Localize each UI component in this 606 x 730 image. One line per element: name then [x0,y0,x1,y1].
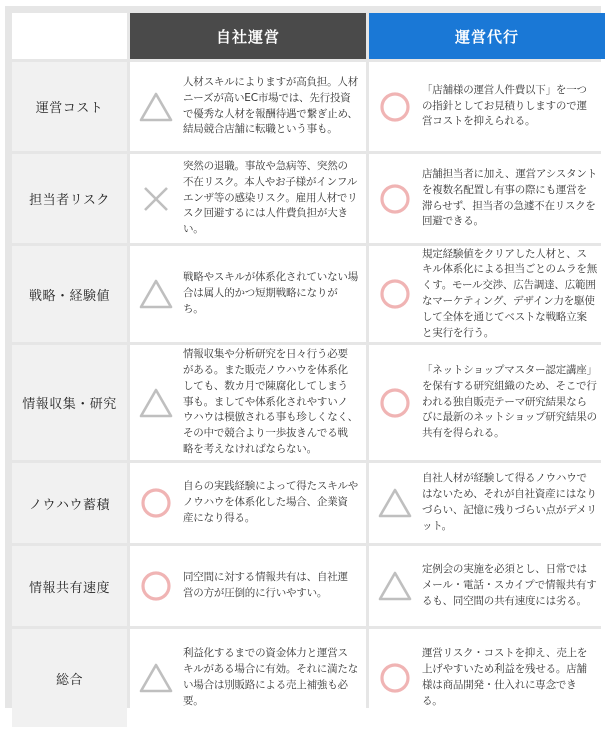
row-label: ノウハウ蓄積 [12,463,127,543]
agency-cell [369,154,605,243]
self-description: 自らの実践経験によって得たスキルやノウハウを体系化した場合、企業資産になり得る。 [183,480,358,524]
self-description: 人材スキルによりますが高負担。人材ニーズが高いEC市場では、先行投資で優秀な人材を報酬待遇で繋ぎ止め、結局競合店舗に転職という事も。 [183,75,358,136]
agency-cell [369,246,605,342]
agency-description: 定例会の実施を必須とし、日常ではメール・電話・スカイプで情報共有するも、同空間の共有速度には劣る。 [422,563,597,607]
self-cell [130,463,366,543]
triangle-mark-icon [138,386,174,420]
table-header-row [12,13,605,59]
header-self-operation: 自社運営 [130,13,366,59]
comparison-table-frame [5,6,601,708]
table-row [12,154,605,243]
self-cell [130,62,366,151]
self-description: 突然の退職。事故や急病等、突然の不在リスク。本人やお子様がインフルエンザ等の感染リスク。雇用人材でリスク回避するには人件費負担が大きい。 [183,160,358,236]
self-cell [130,546,366,626]
self-cell [130,246,366,342]
comparison-table [9,10,606,730]
circle-mark-icon [138,569,174,603]
self-description: 同空間に対する情報共有は、自社運営の方が圧倒的に行いやすい。 [183,571,348,599]
agency-cell [369,546,605,626]
table-row [12,62,605,151]
self-description: 利益化するまでの資金体力と運営スキルがある場合に有効。それに満たない場合は別販路による売上補強も必要。 [183,647,358,707]
self-cell [130,154,366,243]
self-cell [130,345,366,460]
self-cell [130,629,366,727]
triangle-mark-icon [138,661,174,695]
agency-description: 規定経験値をクリアした人材と、スキル体系化による担当ごとのムラを無くす。モール交渉、広告調達、広範囲なマーケティング、デザイン力を駆使して全体を通じてベストな戦略立案と実行を行う。 [422,247,597,339]
header-agency-operation: 運営代行 [369,13,605,59]
triangle-mark-icon [138,90,174,124]
triangle-mark-icon [377,486,413,520]
cross-mark-icon [138,182,174,216]
circle-mark-icon [377,90,413,124]
row-label: 担当者リスク [12,154,127,243]
agency-cell [369,629,605,727]
row-label: 総合 [12,629,127,727]
agency-cell [369,463,605,543]
table-row [12,246,605,342]
row-label: 情報収集・研究 [12,345,127,460]
agency-description: 「店舗様の運営人件費以下」を一つの指針としてお見積りしますので運営コストを抑えられる。 [422,83,587,128]
circle-mark-icon [377,277,413,311]
header-blank-cell [12,13,127,59]
table-row [12,629,605,727]
triangle-mark-icon [377,569,413,603]
table-row [12,345,605,460]
row-label: 戦略・経験値 [12,246,127,342]
circle-mark-icon [377,386,413,420]
agency-cell [369,62,605,151]
agency-description: 「ネットショップマスター認定講座」を保有する研究組織のため、そこで行われる独自販売テーマ研究結果ならびに最新のネットショップ研究結果の共有を得られる。 [422,364,597,440]
triangle-mark-icon [138,277,174,311]
self-description: 情報収集や分析研究を日々行う必要がある。また販売ノウハウを体系化しても、数カ月で陳腐化してしまう事も。ましてや体系化されやすいノウハウは模倣される事も珍しくなく、その中で競合より一歩抜きんでる戦略を考えなければならない。 [183,348,358,455]
agency-description: 運営リスク・コストを抑え、売上を上げやすいため利益を残せる。店舗様は商品開発・仕入れに専念できる。 [422,647,588,707]
circle-mark-icon [377,661,413,695]
agency-description: 自社人材が経験して得るノウハウではないため、それが自社資産にはなりづらい、記憶に残りづらい点がデメリット。 [422,472,597,532]
agency-description: 店舗担当者に加え、運営アシスタントを複数名配置し有事の際にも運営を滞らせず、担当者の急遽不在リスクを回避できる。 [422,167,597,228]
table-row [12,546,605,626]
agency-cell [369,345,605,460]
self-description: 戦略やスキルが体系化されていない場合は属人的かつ短期戦略になりがち。 [183,271,358,315]
circle-mark-icon [377,182,413,216]
row-label: 運営コスト [12,62,127,151]
table-row [12,463,605,543]
circle-mark-icon [138,486,174,520]
row-label: 情報共有速度 [12,546,127,626]
